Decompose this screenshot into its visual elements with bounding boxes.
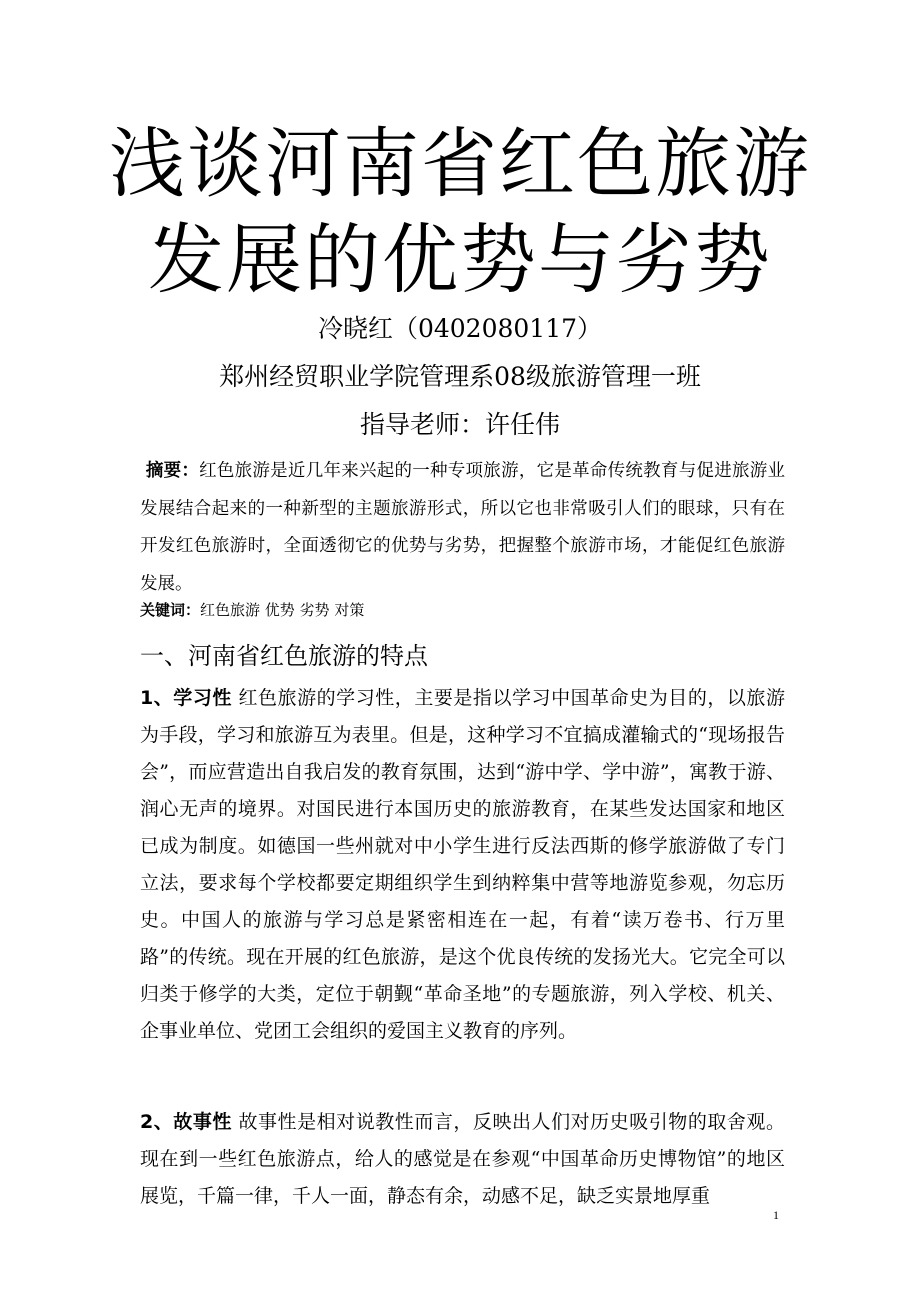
paragraph-label: 1、学习性 [140, 687, 232, 709]
affiliation-line: 郑州经贸职业学院管理系08级旅游管理一班 [219, 362, 701, 391]
keywords-label: 关键词： [140, 601, 201, 619]
keywords-text: 红色旅游 优势 劣势 对策 [200, 601, 365, 619]
page-number: 1 [773, 1208, 779, 1222]
paragraph-label: 2、故事性 [140, 1111, 232, 1133]
abstract-text: 红色旅游是近几年来兴起的一种专项旅游，它是革命传统教育与促进旅游业发展结合起来的一种新型的主题旅游形式，所以它也非常吸引人们的眼球，只有在开发红色旅游时，全面透彻它的优势与劣势，把握整个旅游市场，才能促红色旅游发展。 [140, 461, 785, 594]
paragraph-learning [140, 680, 785, 1050]
paragraph-text: 故事性是相对说教性而言，反映出人们对历史吸引物的取舍观。现在到一些红色旅游点，给人的感觉是在参观“中国革命历史博物馆”的地区展览，千篇一律，千人一面，静态有余，动感不足，缺乏实景地厚重 [140, 1111, 785, 1207]
title-line-1: 浅谈河南省红色旅游 [109, 119, 811, 208]
abstract [140, 453, 785, 603]
author-line: 冷晓红（0402080117） [317, 314, 603, 343]
paragraph-text: 红色旅游的学习性，主要是指以学习中国革命史为目的，以旅游为手段，学习和旅游互为表里。但是，这种学习不宜搞成灌输式的“现场报告会”，而应营造出自我启发的教育氛围，达到“游中学、学中游”，寓教于游、润心无声的境界。对国民进行本国历史的旅游教育，在某些发达国家和地区已成为制度。如德国一些州就对中小学生进行反法西斯的修学旅游做了专门立法，要求每个学校都要定期组织学生到纳粹集中营等地游览参观，勿忘历史。中国人的旅游与学习总是紧密相连在一起，有着“读万卷书、行万里路”的传统。现在开展的红色旅游，是这个优良传统的发扬光大。它完全可以归类于修学的大类，定位于朝觐“革命圣地”的专题旅游，列入学校、机关、企事业单位、党团工会组织的爱国主义教育的序列。 [140, 687, 785, 1042]
keywords [140, 597, 785, 623]
paragraph-story [140, 1104, 785, 1215]
abstract-label: 摘要： [145, 461, 200, 481]
title-line-2: 发展的优势与劣势 [148, 215, 772, 304]
advisor-line: 指导老师：许任伟 [359, 410, 560, 439]
section-heading: 一、河南省红色旅游的特点 [140, 642, 428, 670]
